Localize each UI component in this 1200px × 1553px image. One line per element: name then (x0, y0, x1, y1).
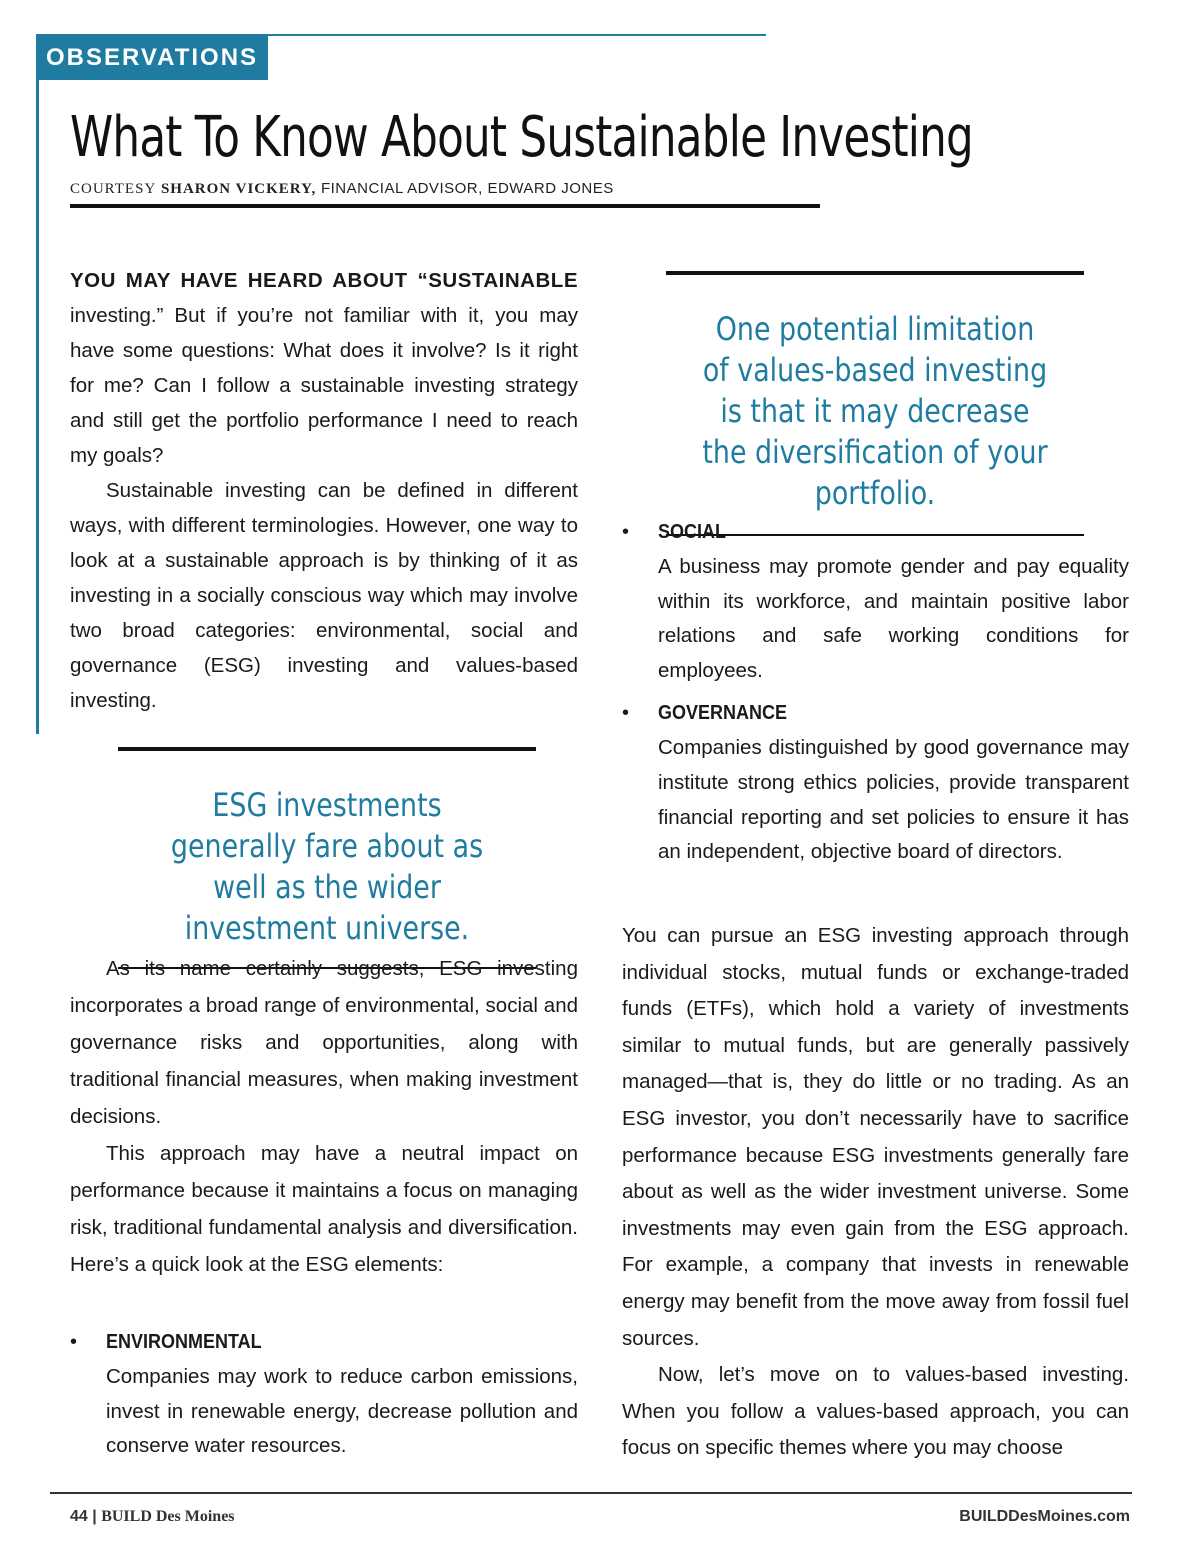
paragraph: This approach may have a neutral impact on performance because it maintains a focus on managing risk, traditional fundamental analysis and diversification. Here’s a quick look at the ESG elements: (70, 1142, 578, 1276)
bullet-text: Companies may work to reduce carbon emissions, invest in renewable energy, decrease pollution and conserve water resources. (106, 1365, 578, 1458)
pull-quote-text: ESG investments generally fare about as well as the wider investment universe. (170, 786, 484, 947)
byline-divider (70, 204, 820, 208)
pull-quote-text: One potential limitation of values-based investing is that it may decrease the diversification of your portfolio. (702, 310, 1048, 512)
footer-divider (50, 1492, 1132, 1494)
list-item (70, 1325, 578, 1464)
footer-separator: | (92, 1508, 97, 1525)
lead-in: YOU MAY HAVE HEARD ABOUT “SUSTAINABLE (70, 269, 578, 292)
left-column-body (70, 950, 578, 1283)
bullet-text: Companies distinguished by good governance may institute strong ethics policies, provide transparent financial reporting and set policies to ensure it has an independent, objective board of directors. (658, 736, 1129, 864)
article-headline: What To Know About Sustainable Investing (70, 105, 973, 170)
bullet-list-left (70, 1325, 578, 1472)
bullet-icon: • (70, 1331, 78, 1353)
list-item (622, 696, 1129, 869)
paragraph: Sustainable investing can be defined in different ways, with different terminologies. However, one way to look at a sustainable approach is by thinking of it as investing in a socially conscious way which may involve two broad categories: environmental, social and governance (ESG) investing and values-based investing. (70, 479, 578, 712)
bullet-icon: • (622, 702, 630, 725)
byline-role: FINANCIAL ADVISOR, EDWARD JONES (320, 180, 614, 197)
paragraph: You can pursue an ESG investing approach through individual stocks, mutual funds or exchange-traded funds (ETFs), which hold a variety of investments similar to mutual funds, but are generally passively managed—that is, they do little or no trading. As an ESG investor, you don’t necessarily have to sacrifice performance because ESG investments generally fare about as well as the wider investment universe. Some investments may even gain from the ESG approach. For example, a company that invests in renewable energy may benefit from the move away from fossil fuel sources. (622, 924, 1129, 1350)
pull-quote-right (666, 271, 1084, 536)
page-number: 44 (70, 1508, 88, 1525)
paragraph: Now, let’s move on to values-based investing. When you follow a values-based approach, you can focus on specific themes where you may choose (622, 1363, 1129, 1460)
bullet-heading: SOCIAL (658, 521, 727, 543)
footer-website: BUILDDesMoines.com (959, 1508, 1130, 1525)
bullet-text: A business may promote gender and pay equality within its workforce, and maintain positive labor relations and safe working conditions for employees. (658, 555, 1129, 682)
byline-author: SHARON VICKERY, (160, 181, 317, 197)
byline-courtesy: COURTESY (70, 181, 157, 197)
publication-name: BUILD Des Moines (101, 1508, 235, 1525)
intro-paragraph (70, 263, 578, 473)
section-tag: OBSERVATIONS (36, 36, 268, 80)
paragraph: As its name certainly suggests, ESG investing incorporates a broad range of environmental, social and governance risks and opportunities, along with traditional financial measures, when making investment decisions. (70, 957, 578, 1128)
intro-text: investing.” But if you’re not familiar with it, you may have some questions: What does it involve? Is it right for me? Can I follow a sustainable investing strategy and still get the portfolio performance I need to reach my goals? (70, 304, 578, 467)
list-item (622, 515, 1129, 688)
left-column-intro (70, 263, 578, 718)
bullet-heading: ENVIRONMENTAL (106, 1331, 262, 1353)
right-column-body (622, 918, 1129, 1467)
bullet-icon: • (622, 521, 630, 543)
pull-quote-left (118, 747, 536, 969)
bullet-list-right (622, 515, 1129, 878)
bullet-heading: GOVERNANCE (658, 702, 788, 725)
byline (70, 180, 614, 198)
footer-page-info (70, 1508, 235, 1526)
pull-quote-rule-top (118, 747, 536, 751)
pull-quote-rule-top (666, 271, 1084, 275)
left-accent-line (36, 34, 39, 734)
